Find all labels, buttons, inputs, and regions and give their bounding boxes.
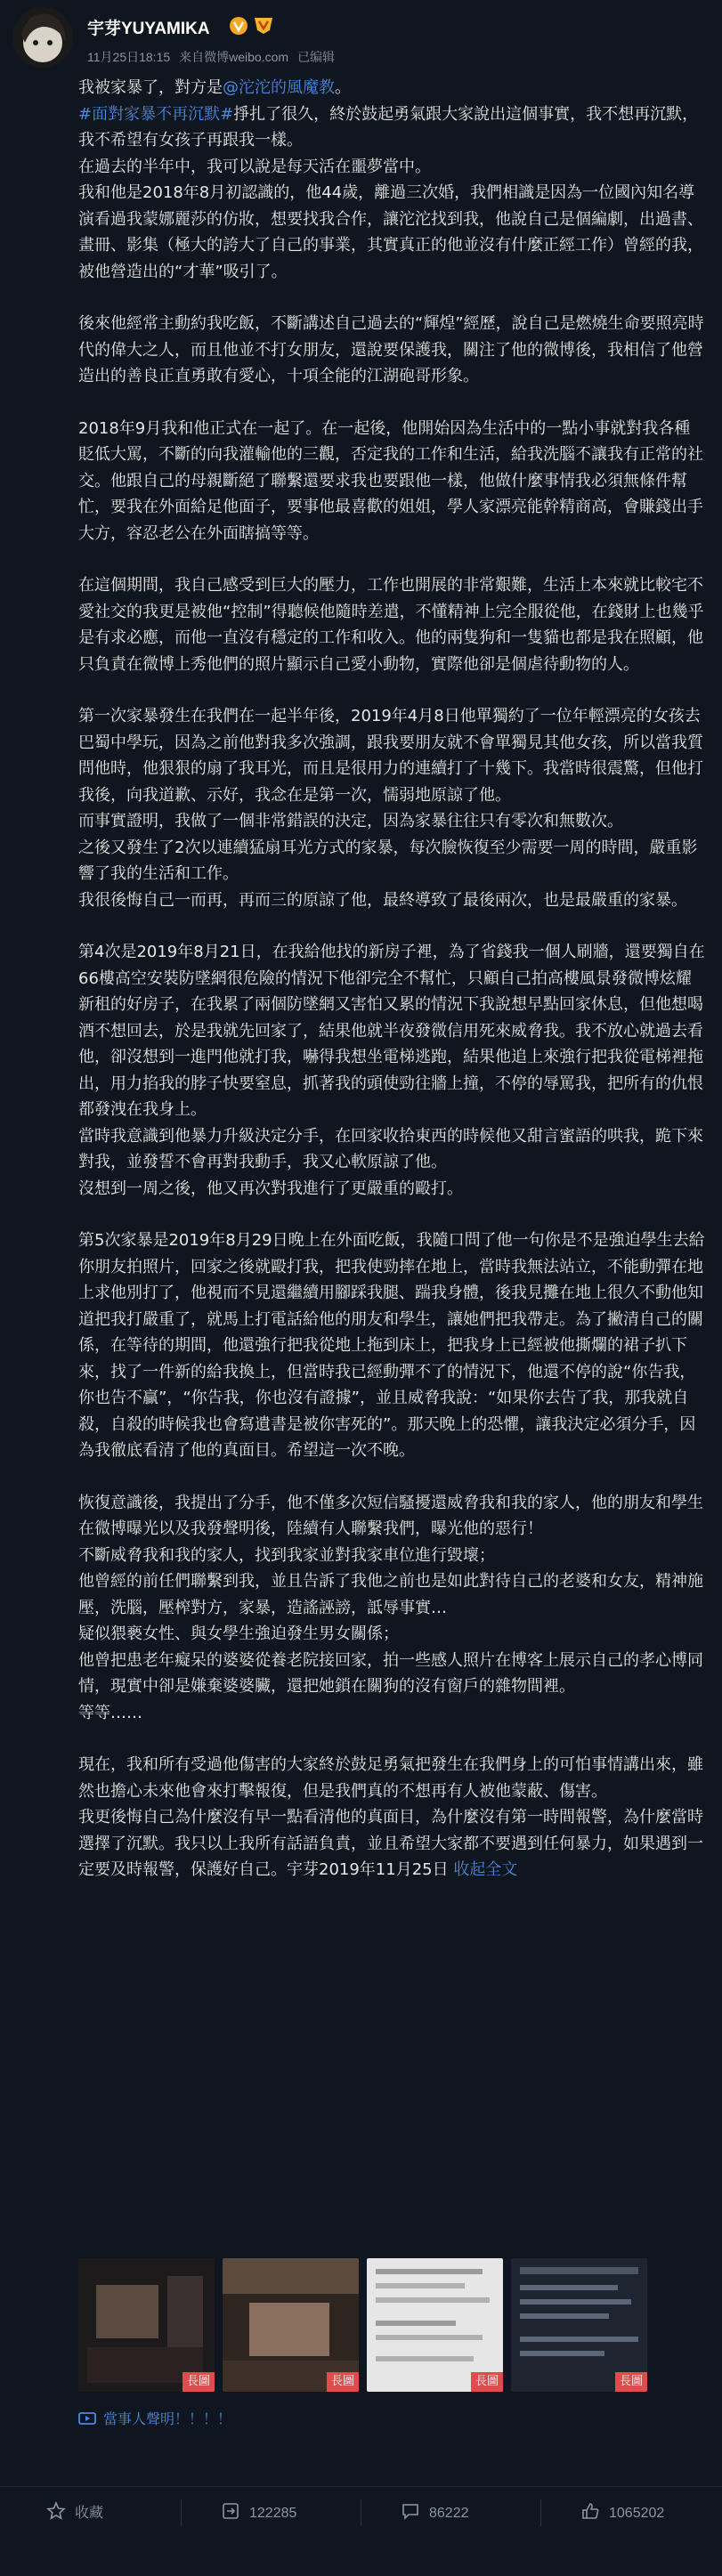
text-fragment: 。 (335, 78, 351, 97)
favorite-label: 收藏 (75, 2506, 104, 2521)
paragraph: 不斷威脅我和我的家人，找到我家並對我家車位進行毀壞； (78, 1545, 495, 1565)
paragraph: 2018年9月我和他正式在一起了。在一起後，他開始因為生活中的一點小事就對我各種貶低大罵，不斷的向我灌輸他的三觀，否定我的工作和生活，給我洗腦不讓我有正常的社交。他跟自己的母親斷絕了聯繫還要求我也要跟他一樣，他做什麼事情我必須無條件幫忙，要我在外面給足他面子，要事他最喜歡的姐姐，學人家漂亮能幹精商高，會賺錢出手大方，容忍老公在外面瞎搞等等。 (78, 418, 703, 543)
repost-button[interactable] (221, 2501, 296, 2526)
hashtag-link[interactable]: #面對家暴不再沉默# (78, 104, 234, 124)
announcement-text: 當事人聲明！！！！ (103, 2410, 232, 2427)
paragraph: 第4次是2019年8月21日，在我給他找的新房子裡，為了省錢我一個人刷牆，還要獨自在66樓高空安裝防墜網很危險的情況下他卻完全不幫忙，只顧自己拍高樓風景發微博炫耀新租的好房子，在我累了兩個防墜網又害怕又累的情況下我說想早點回家休息，但他想喝酒不想回去，於是我就先回家了，結果他就半夜發微信用死來威脅我。我不放心就過去看他，卻沒想到一進門他就打我，嚇得我想坐電梯逃跑，結果他追上來強行把我從電梯裡拖出，用力掐我的脖子快要窒息，抓著我的頭使勁往牆上撞，不停的辱罵我，把所有的仇恨都發洩在我身上。 (78, 943, 705, 1119)
paragraph: 等等…… (78, 1703, 142, 1722)
spacer (78, 677, 706, 703)
image-thumb[interactable] (223, 2258, 359, 2392)
star-icon (46, 2501, 66, 2521)
long-image-tag: 長圖 (327, 2372, 359, 2392)
divider (540, 2499, 541, 2526)
avatar-image (12, 7, 73, 68)
post-source[interactable]: 来自微博weibo.com (179, 50, 289, 64)
spacer (78, 913, 706, 939)
image-thumb[interactable] (511, 2258, 647, 2392)
text-fragment: 我被家暴了，對方是 (78, 78, 223, 97)
text-fragment: 我更後悔自己為什麼沒有早一點看清他的真面目，為什麼沒有第一時間報警，為什麼當時選擇了沉默。我只以上我所有話語負責，並且希望大家都不要遇到任何暴力，如果遇到一定要及時報警，保護好自己。宇芽2019年11月25日 (78, 1808, 703, 1879)
favorite-button[interactable] (46, 2501, 103, 2526)
spacer (78, 1726, 706, 1752)
action-bar (0, 2486, 722, 2540)
paragraph: 之後又發生了2次以連續猛扇耳光方式的家暴，每次臉恢復至少需要一周的時間，嚴重影響了我的生活和工作。 (78, 838, 698, 883)
paragraph: 在過去的半年中，我可以說是每天活在噩夢當中。 (78, 157, 431, 176)
like-count: 1065202 (609, 2506, 665, 2521)
image-thumb[interactable] (367, 2258, 503, 2392)
comment-icon (401, 2501, 420, 2521)
paragraph: 他曾把患老年癡呆的婆婆從養老院接回家，拍一些感人照片在博客上展示自己的孝心博同情，現實中卻是嫌棄婆婆臟，還把她鎖在關狗的沒有窗戶的雜物間裡。 (78, 1650, 703, 1696)
edited-label[interactable]: 已编辑 (297, 50, 336, 64)
paragraph: 疑似猥褻女性、與女學生強迫發生男女關係； (78, 1624, 399, 1643)
paragraph: 沒想到一周之後，他又再次對我進行了更嚴重的毆打。 (78, 1179, 463, 1198)
text-fragment: 掙扎了很久，終於鼓起勇氣跟大家說出這個事實，我不想再沉默，我不希望有女孩子再跟我一樣。 (78, 104, 699, 150)
spacer (78, 547, 706, 572)
video-link-icon (78, 2411, 96, 2426)
image-grid (78, 2258, 706, 2392)
spacer (78, 285, 706, 311)
paragraph (78, 1804, 706, 1883)
avatar[interactable] (12, 7, 73, 68)
post-meta (87, 48, 344, 66)
username[interactable]: 宇芽YUYAMIKA (87, 20, 210, 38)
long-image-tag: 長圖 (615, 2372, 647, 2392)
paragraph: 而事實證明，我做了一個非常錯誤的決定，因為家暴往往只有零次和無數次。 (78, 812, 623, 830)
paragraph: 第5次家暴是2019年8月29日晚上在外面吃飯，我隨口問了他一句你是不是強迫學生去給你朋友拍照片，回家之後就毆打我，把我使勁摔在地上，當時我無法站立，不能動彈在地上求他別打了，他視而不見還繼續用腳踩我腿、踹我身體，後我見攤在地上很久不動他知道把我打嚴重了，就馬上打電話給他的朋友和學生，讓她們把我帶走。為了撇清自己的關係，在等待的期間，他還強行把我從地上拖到床上，把我身上已經被他撕爛的裙子扒下來，找了一件新的給我換上，但當時我已經動彈不了的情況下，他還不停的說“你告我，你也告不贏”，“你告我，你也沒有證據”，並且威脅我說：“如果你去告了我，那我就自殺，自殺的時候我也會寫遺書是被你害死的”。那天晚上的恐懼，讓我決定必須分手，因為我徹底看清了他的真面目。希望這一次不晚。 (78, 1231, 705, 1460)
post-content (78, 75, 706, 1883)
divider (181, 2499, 182, 2526)
paragraph: 當時我意識到他暴力升級決定分手，在回家收拾東西的時候他又甜言蜜語的哄我，跪下來對我，並發誓不會再對我動手，我又心軟原諒了他。 (78, 1126, 703, 1171)
repost-count: 122285 (249, 2506, 297, 2521)
verified-v-icon (229, 16, 248, 36)
medal-icon[interactable] (252, 14, 275, 36)
paragraph: 在這個期間，我自己感受到巨大的壓力，工作也開展的非常艱難，生活上本來就比較宅不愛社交的我更是被他“控制”得聽候他隨時差遣，不懂精神上完全服從他，在錢財上也幾乎是有求必應，而他一直沒有穩定的工作和收入。他的兩隻狗和一隻貓也都是我在照顧，他只負責在微博上秀他們的照片顯示自己愛小動物，實際他卻是個虐待動物的人。 (78, 576, 704, 674)
long-image-tag: 長圖 (471, 2372, 503, 2392)
spacer (78, 390, 706, 416)
paragraph: 後來他經常主動約我吃飯，不斷講述自己過去的“輝煌”經歷，說自己是燃燒生命要照亮時代的偉大之人，而且他並不打女朋友，還說要保護我，關注了他的微博後，我相信了他營造出的善良正直勇敢有愛心，十項全能的江湖砲哥形象。 (78, 314, 704, 385)
paragraph: 我和他是2018年8月初認識的，他44歲，離過三次婚，我們相識是因為一位國內知名導演看過我蒙娜麗莎的仿妝，想要找我合作，讓沱沱找到我，他說自己是個編劇，出過書、畫冊、影集（極大的誇大了自己的事業，其實真正的他並沒有什麼正經工作）曾經的我，被他營造出的“才華”吸引了。 (78, 183, 703, 281)
paragraph: 他曾經的前任們聯繫到我，並且告訴了我他之前也是如此對待自己的老婆和女友，精神施壓，洗腦，壓榨對方，家暴，造謠誣謗，詆辱事實… (78, 1572, 703, 1617)
comment-button[interactable] (401, 2501, 469, 2526)
repost-icon (221, 2501, 240, 2521)
paragraph (78, 101, 706, 154)
post-time[interactable]: 11月25日18:15 (87, 50, 171, 64)
paragraph: 第一次家暴發生在我們在一起半年後，2019年4月8日他單獨約了一位年輕漂亮的女孩去巴蜀中學玩，因為之前他對我多次強調，跟我要朋友就不會單獨見其他女孩，所以當我質問他時，他狠狠的扇了我耳光，而且是很用力的連續打了十幾下。我當時很震驚，但他打我後，向我道歉、示好，我念在是第一次，懦弱地原諒了他。 (78, 707, 703, 805)
like-button[interactable] (580, 2501, 664, 2526)
thumbs-up-icon (580, 2501, 600, 2521)
announcement-link[interactable] (78, 2408, 231, 2428)
spacer (78, 1464, 706, 1490)
paragraph: 恢復意識後，我提出了分手，他不僅多次短信騷擾還威脅我和我的家人，他的朋友和學生在微博曝光以及我發聲明後，陸續有人聯繫我們，曝光他的惡行！ (78, 1493, 703, 1538)
paragraph (78, 75, 706, 101)
paragraph: 現在，我和所有受過他傷害的大家終於鼓足勇氣把發生在我們身上的可怕事情講出來，雖然也擔心未來他會來打擊報復，但是我們真的不想再有人被他蒙蔽、傷害。 (78, 1755, 703, 1801)
long-image-tag: 長圖 (183, 2372, 215, 2392)
image-thumb[interactable] (78, 2258, 215, 2392)
paragraph: 我很後悔自己一而再，再而三的原諒了他，最終導致了最後兩次，也是最嚴重的家暴。 (78, 890, 687, 910)
post-header (0, 0, 722, 76)
comment-count: 86222 (429, 2506, 469, 2521)
collapse-link[interactable]: 收起全文 (453, 1860, 518, 1879)
spacer (78, 1202, 706, 1227)
mention-link[interactable]: @沱沱的風魔教 (223, 78, 335, 97)
